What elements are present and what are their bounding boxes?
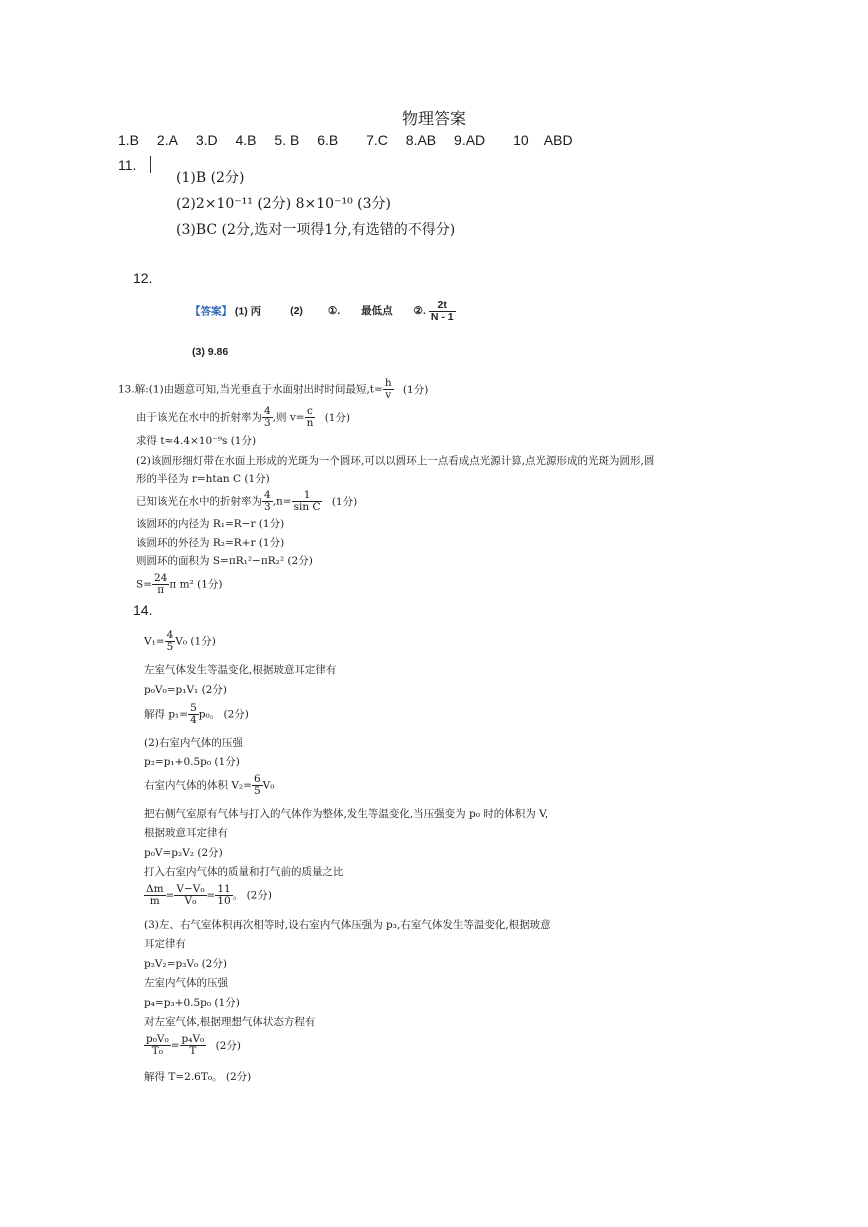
numerator: 2t [429,300,456,312]
q14-line-14: 耳定律有 [144,938,186,950]
fraction [215,884,232,907]
numerator: 1 [292,490,323,502]
multiple-choice-answers [118,132,587,148]
q13-line-7: 该圆环的内径为 R₁=R−r (1分) [136,518,285,530]
answer-item: 4.B [235,132,257,148]
numerator: c [305,406,316,418]
numerator: 5 [190,702,197,714]
q14-line-7 [144,774,274,797]
denominator: 5 [166,641,174,654]
fraction [305,406,316,429]
q14-line-5: (2)右室内气体的压强 [144,737,243,749]
q11-line-1: (1)B (2分) [176,170,245,186]
numerator: p₄V₀ [181,1033,205,1045]
q12-part-1: (1) 丙 [234,305,262,318]
fraction [252,774,263,797]
answer-item: 6.B [317,132,339,148]
text: p₀。 (2分) [198,708,249,721]
text: ,则 v= [272,411,305,424]
text: ,n= [272,495,292,508]
q12-number: 12. [133,270,153,286]
q14-line-16: 左室内气体的压强 [144,977,228,989]
q13-line-4: (2)该圆形细灯带在水面上形成的光斑为一个圆环,可以以圆环上一点看成点光源计算,点光源形成的光斑为圆形,圆 [136,455,655,467]
q14-line-6: p₂=p₁+0.5p₀ (1分) [144,756,240,768]
denominator: sin C [293,501,321,514]
numerator: 4 [166,629,174,641]
answer-item: 1.B [118,132,140,148]
q12-answer-line [190,300,456,323]
text: = [170,1039,180,1052]
q13-line-3: 求得 t≈4.4×10⁻⁹s (1分) [136,435,257,447]
q11-line-2: (2)2×10⁻¹¹ (2分) 8×10⁻¹⁰ (3分) [176,196,391,212]
numerator: h [384,377,392,389]
text: 。 (2分) [232,889,272,902]
fraction [144,884,166,907]
q12-line-2: (3) 9.86 [192,346,229,358]
denominator: N - 1 [430,311,454,324]
denominator: π [157,584,165,597]
answer-item: 2.A [156,132,178,148]
text: V₀ (1分) [175,635,216,648]
q13-line-5: 形的半径为 r=htan C (1分) [136,473,270,485]
text: = [206,889,216,902]
q14-line-10: p₀V=p₂V₂ (2分) [144,847,223,859]
numerator: 4 [264,489,271,501]
q13-line-2 [136,406,350,429]
q14-number: 14. [133,602,153,618]
answer-item: 5. B [274,132,300,148]
numerator: 11 [217,883,231,895]
fraction [165,630,176,653]
numerator: 6 [253,773,261,785]
text: 解得 p₁= [144,708,189,721]
denominator: m [149,895,160,908]
denominator: 10 [217,895,231,908]
q14-line-19 [144,1034,241,1057]
text: 13.解:(1)由题意可知,当光垂直于水面射出时时间最短,t= [118,383,383,396]
page-title: 物理答案 [401,109,466,128]
text: 已知该光在水中的折射率为 [136,495,262,508]
fraction [292,490,323,513]
q14-line-17: p₄=p₃+0.5p₀ (1分) [144,997,240,1009]
denominator: 5 [253,785,261,798]
fraction [152,573,169,596]
denominator: T₀ [151,1045,163,1058]
text: π m² (1分) [169,578,223,591]
fraction [174,884,206,907]
q14-line-9: 根据玻意耳定律有 [144,827,228,839]
denominator: 4 [190,714,197,727]
q14-line-13: (3)左、右气室体积再次相等时,设右室内气体压强为 p₃,右室气体发生等温变化,根据玻意 [144,919,551,931]
q13-line-9: 则圆环的面积为 S=πR₁²−πR₂² (2分) [136,555,313,567]
q14-line-3: p₀V₀=p₁V₁ (2分) [144,684,227,696]
fraction [180,1034,207,1057]
denominator: T [189,1045,197,1058]
answer-tag: 【答案】 [190,305,232,318]
score: (1分) [324,411,351,424]
text: 由于该光在水中的折射率为 [136,411,262,424]
q14-line-8: 把右侧气室原有气体与打入的气体作为整体,发生等温变化,当压强变为 p₀ 时的体积为 V, [144,808,549,820]
fraction [262,406,273,429]
q14-line-1 [144,630,216,653]
score: (1分) [402,383,429,396]
q12-fraction [429,300,456,323]
q14-line-15: p₂V₂=p₃V₀ (2分) [144,958,227,970]
q11-line-3: (3)BC (2分,选对一项得1分,有选错的不得分) [176,222,456,238]
q14-line-18: 对左室气体,根据理想气体状态方程有 [144,1016,316,1028]
denominator: 3 [264,501,271,514]
denominator: V₀ [184,895,197,908]
q13-line-8: 该圆环的外径为 R₂=R+r (1分) [136,537,285,549]
denominator: v [385,389,392,402]
q14-line-11: 打入右室内气体的质量和打气前的质量之比 [144,866,344,878]
q12-marker-2: ②. [413,305,426,318]
q14-line-12 [144,884,272,907]
numerator: Δm [146,883,164,895]
q14-line-20: 解得 T=2.6T₀。 (2分) [144,1071,252,1083]
text: V₀ [262,779,275,792]
numerator: 4 [264,405,271,417]
text-cursor [150,156,151,173]
q14-line-2: 左室气体发生等温变化,根据玻意耳定律有 [144,664,337,676]
q12-lowest-point: 最低点 [361,305,393,318]
q12-marker-1: ①. [327,305,341,318]
text: 右室内气体的体积 V₂= [144,779,252,792]
denominator: n [306,417,314,430]
answer-item: 9.AD [454,132,486,148]
numerator: p₀V₀ [146,1033,169,1045]
text: S= [136,578,152,591]
fraction [188,703,199,726]
answer-item: 8.AB [405,132,437,148]
score: (1分) [331,495,358,508]
q13-line-6 [136,490,357,513]
q13-line-1 [118,378,428,401]
text: = [165,889,175,902]
answer-item: 10 [513,132,529,148]
denominator: 3 [264,417,271,430]
numerator: 24 [154,572,168,584]
fraction [144,1034,171,1057]
text: V₁= [144,635,165,648]
fraction [262,490,273,513]
fraction [383,378,394,401]
answer-item: 3.D [195,132,218,148]
q14-line-4 [144,703,249,726]
q12-part-2: (2) [290,305,303,318]
q13-line-10 [136,573,223,596]
answer-item: ABD [543,132,573,148]
numerator: V−V₀ [176,883,205,895]
q11-number: 11. [118,157,137,173]
answer-item: 7.C [366,132,388,148]
score: (2分) [215,1039,241,1052]
